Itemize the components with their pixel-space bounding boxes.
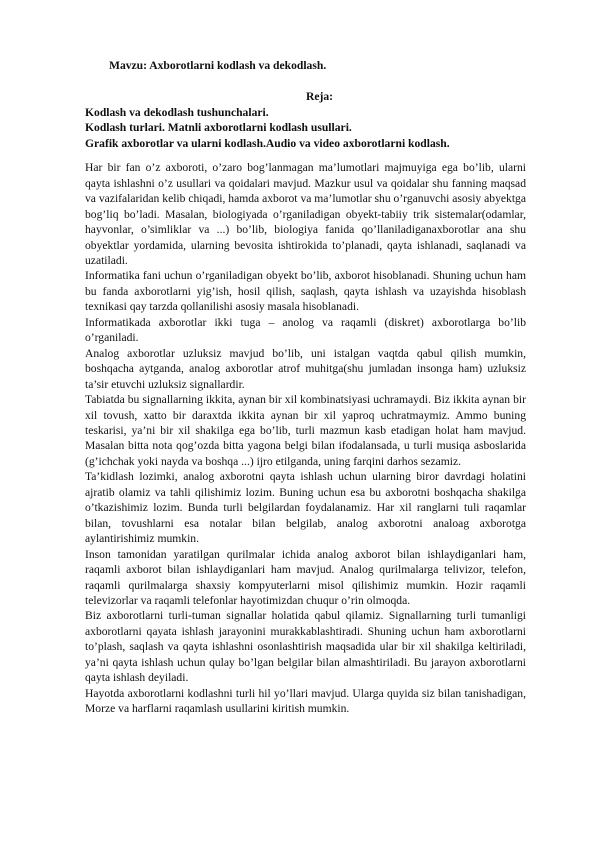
body-paragraph: Hayotda axborotlarni kodlashni turli hil yo’llari mavjud. Ularga quyida siz bilan tanishadigan, Morze va harflarni raqamlash usullarini kiritish mumkin. (85, 686, 526, 716)
body-paragraph: Tabiatda bu signallarning ikkita, aynan bir xil kombinatsiyasi uchramaydi. Biz ikkita aynan bir xil tovush, xatto bir daraxtda ikkita aynan bir xil yaproq uchratmaymiz. Ammo buning teskarisi, ya’ni bir xil shakilga ega bo’lib, turli mazmun kasb etadigan holat ham mavjud. Masalan bitta nota qog’ozda bitta yagona belgi bilan ifodalansada, u turli musiqa asboslarida (g’ichchak yoki nayda va boshqa ...) ijro etilganda, uning farqini darhos sezamiz. (85, 393, 526, 468)
body-paragraph: Har bir fan o’z axboroti, o’zaro bog’lanmagan ma’lumotlari majmuyiga ega bo’lib, ularni qayta ishlashni o’z usullari va qoidalari mavjud. Mazkur usul va qoidalar shu fanning maqsad va vazifalaridan kelib chiqadi, hamda axborot va ma’lumotlar shu o’rganuvchi asosiy abyektga bog’liq bo’ladi. Masalan, biologiyada o’rganiladigan obyekt-tabiiy trik sistemalar(odamlar, hayvonlar, o’simliklar va ...) bo’lib, biologiya fanida qo’llaniladiganaxborotlar ana shu obyektlar yordamida, ularning bevosita ishtirokida to’planadi, qayta ishlanadi, saqlanadi va uzatiladi. (85, 161, 526, 267)
plan-item: Kodlash turlari. Matnli axborotlarni kodlash usullari. (85, 121, 352, 135)
plan-item: Grafik axborotlar va ularni kodlash.Audio va video axborotlarni kodlash. (85, 136, 450, 150)
body-paragraph: Informatikada axborotlar ikki tuga – anolog va raqamli (diskret) axborotlarga bo’lib o’rganiladi. (85, 315, 526, 345)
body-paragraph: Informatika fani uchun o’rganiladigan obyekt bo’lib, axborot hisoblanadi. Shuning uchun ham bu fanda axborotlarni yig’ish, hosil qilish, saqlash, qayta ishlash va uzayishda hisoblash texnikasi qay tarzda qollanilishi asosiy masala hisoblanadi. (85, 269, 526, 314)
document-topic: Mavzu: Axborotlarni kodlash va dekodlash. (109, 59, 327, 72)
plan-item: Kodlash va dekodlash tushunchalari. (85, 105, 269, 119)
section-spacer (85, 151, 526, 160)
plan-title: Reja: (305, 90, 333, 104)
body-paragraph: Ta’kidlash lozimki, analog axborotni qayta ishlash uchun ularning biror davrdagi holatini ajratib olamiz va tahli qilishimiz lozim. Buning uchun esa bu axborotni boshqacha shakilga o’tkazishimiz lozim. Bunda turli belgilardan foydalanamiz. Har xil ranglarni tuli raqamlar bilan, tovushlarni esa notalar bilan belgilab, analog axborotni analoag axborotga aylantirishimiz mumkin. (85, 470, 526, 546)
body-paragraph: Biz axborotlarni turli-tuman signallar holatida qabul qilamiz. Signallarning turli tumanligi axborotlarni qayata ishlash jarayonini murakkablashtiradi. Shuning uchun ham axborotlarni to’plash, saqlash va qayta ishlashni osonlashtirish maqsadida ular bir xil shakilga keltiriladi, ya’ni qayta ishlash uchun qulay bo’lgan belgilar bilan almashtiriladi. Bu jarayon axborotlarni qayta ishlash deyiladi. (85, 609, 526, 685)
body-paragraph: Analog axborotlar uzluksiz mavjud bo’lib, uni istalgan vaqtda qabul qilish mumkin, boshqacha aytganda, analog axborotlar atrof muhitga(shu jumladan insonga ham) uzluksiz ta’sir etuvchi uzluksiz signallardir. (85, 346, 526, 391)
document-page (85, 58, 526, 717)
body-paragraph: Inson tamonidan yaratilgan qurilmalar ichida analog axborot bilan ishlaydiganlari ham, raqamli axborot bilan ishlaydiganlari ham mavjud. Analog qurilmalarga telivizor, telefon, raqamli qurilmalarga shaxsiy kompyuterlarni misol qilishimiz mumkin. Hozir raqamli televizorlar va raqamli telefonlar hayotimizdan chuqur o’rin olmoqda. (85, 547, 526, 607)
